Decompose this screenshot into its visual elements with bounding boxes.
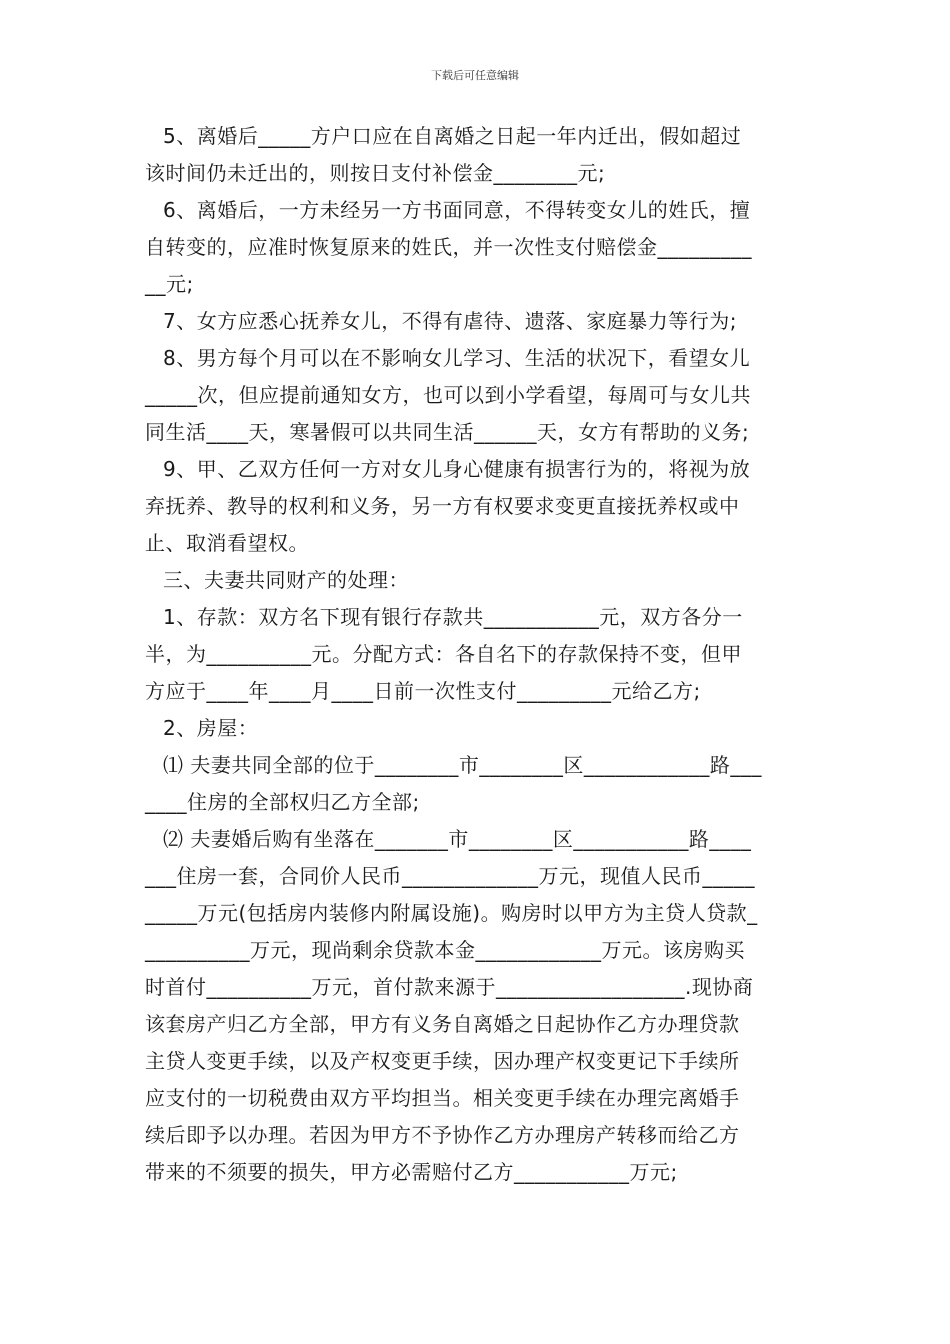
text-line: 续后即予以办理。若因为甲方不予协作乙方办理房产转移而给乙方 (145, 1123, 740, 1147)
text-line: 半，为__________元。分配方式：各自名下的存款保持不变，但甲 (145, 642, 742, 666)
text-line: 2、房屋： (163, 716, 259, 740)
document-body (145, 118, 810, 1191)
text-line: 同生活____天，寒暑假可以共同生活______天，女方有帮助的义务; (145, 420, 750, 444)
text-line: ____住房的全部权归乙方全部; (145, 790, 420, 814)
text-line: 时首付__________万元，首付款来源于__________________.现协商 (145, 975, 754, 999)
page-header: 下载后可任意编辑 (431, 69, 519, 82)
text-line: _____次，但应提前通知女方，也可以到小学看望，每周可与女儿共 (145, 383, 751, 407)
text-line: ___住房一套，合同价人民币_____________万元，现值人民币_____ (145, 864, 755, 888)
text-line: 止、取消看望权。 (145, 531, 309, 555)
text-line: 带来的不须要的损失，甲方必需赔付乙方___________万元; (145, 1160, 678, 1184)
text-line: 6、离婚后，一方未经另一方书面同意，不得转变女儿的姓氏，擅 (163, 198, 751, 222)
text-line: 应支付的一切税费由双方平均担当。相关变更手续在办理完离婚手 (145, 1086, 740, 1110)
text-line: 该套房产归乙方全部，甲方有义务自离婚之日起协作乙方办理贷款 (145, 1012, 740, 1036)
text-line: 自转变的，应准时恢复原来的姓氏，并一次性支付赔偿金_________ (145, 235, 752, 259)
text-line: __________万元，现尚剩余贷款本金____________万元。该房购买 (145, 938, 745, 962)
text-line: 1、存款：双方名下现有银行存款共___________元，双方各分一 (163, 605, 743, 629)
text-line: 8、男方每个月可以在不影响女儿学习、生活的状况下，看望女儿 (163, 346, 751, 370)
text-line: ⑵ 夫妻婚后购有坐落在_______市________区___________路____ (163, 827, 752, 851)
text-line: 9、甲、乙双方任何一方对女儿身心健康有损害行为的，将视为放 (163, 457, 751, 481)
text-line: __元; (145, 272, 194, 296)
text-line: 7、女方应悉心抚养女儿，不得有虐待、遗落、家庭暴力等行为; (163, 309, 737, 333)
text-line: 方应于____年____月____日前一次性支付_________元给乙方; (145, 679, 701, 703)
text-line: 弃抚养、教导的权利和义务，另一方有权要求变更直接抚养权或中 (145, 494, 740, 518)
text-line: _____万元(包括房内装修内附属设施)。购房时以甲方为主贷人贷款_ (145, 901, 758, 925)
text-line: 三、夫妻共同财产的处理： (163, 568, 409, 592)
text-line: 5、离婚后_____方户口应在自离婚之日起一年内迁出，假如超过 (163, 124, 742, 148)
text-line: 主贷人变更手续，以及产权变更手续，因办理产权变更记下手续所 (145, 1049, 740, 1073)
text-line: ⑴ 夫妻共同全部的位于________市________区____________路___ (163, 753, 762, 777)
text-line: 该时间仍未迁出的，则按日支付补偿金________元; (145, 161, 606, 185)
